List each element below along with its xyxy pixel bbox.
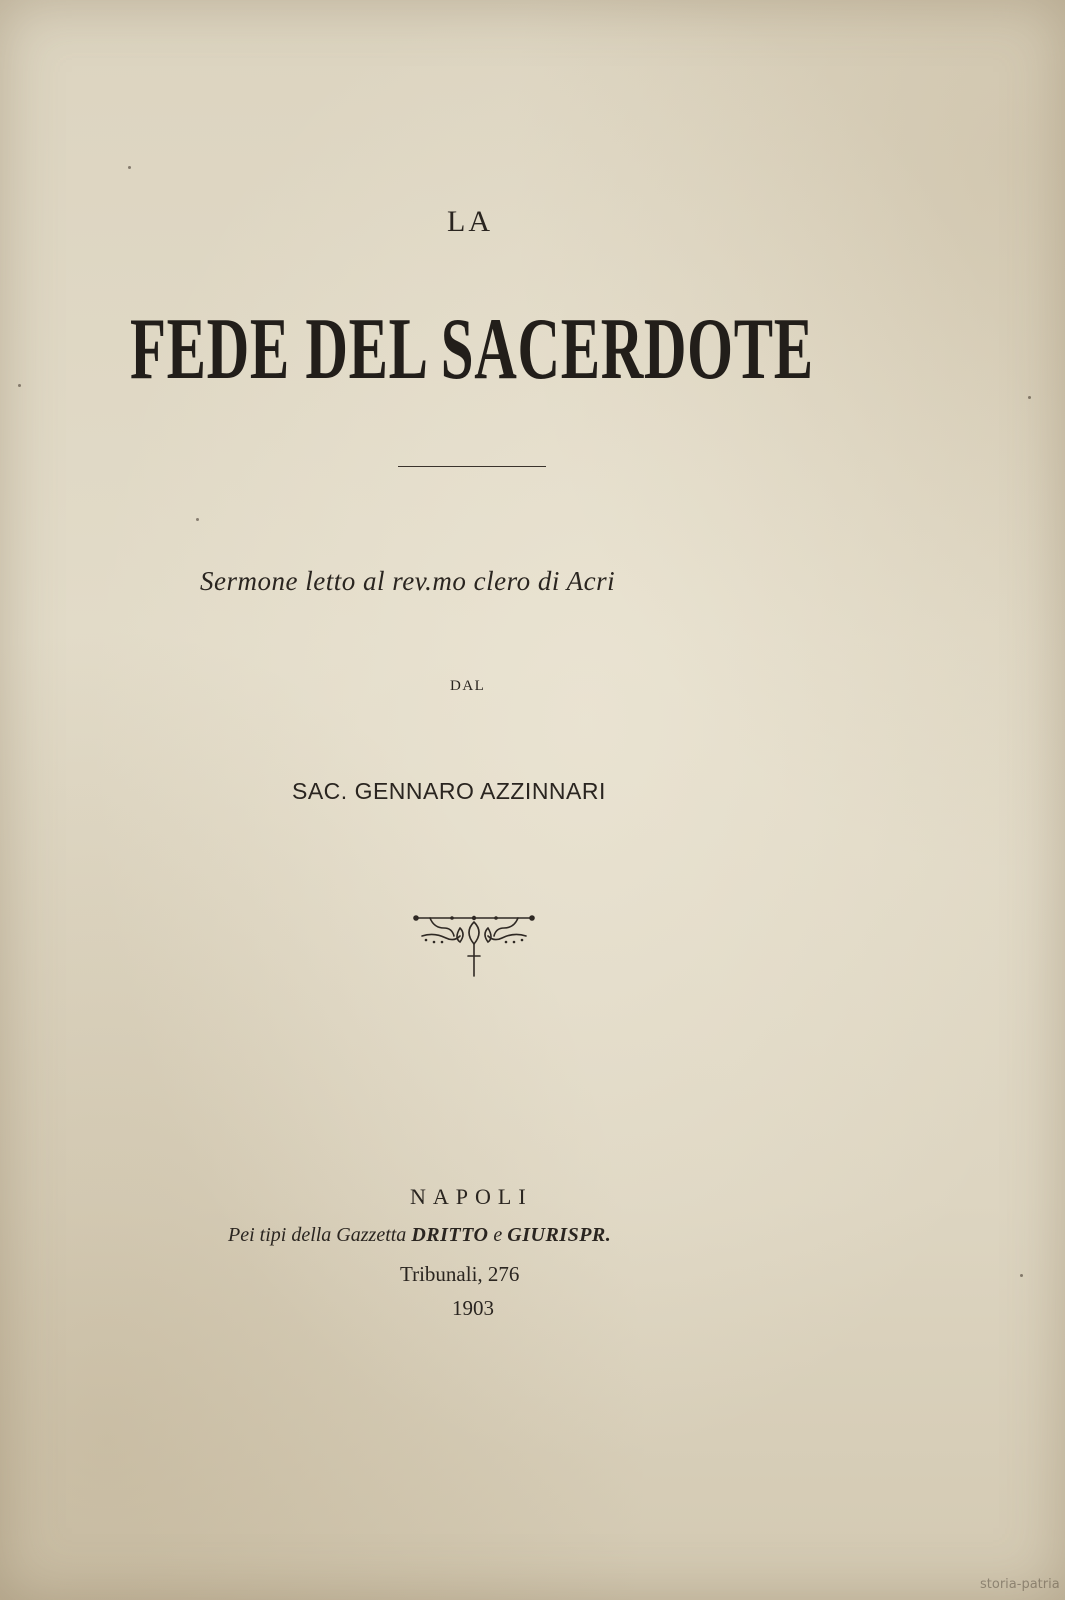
fleuron-ornament-icon bbox=[412, 912, 536, 980]
paper-speck bbox=[1028, 396, 1031, 399]
printer-prefix: Pei tipi della Gazzetta bbox=[228, 1224, 412, 1246]
imprint-address: Tribunali, 276 bbox=[400, 1262, 520, 1286]
by-line-label: DAL bbox=[450, 678, 486, 694]
main-title: FEDE DEL SACERDOTE bbox=[130, 301, 814, 398]
paper-speck bbox=[128, 166, 131, 169]
paper-speck bbox=[1020, 1274, 1023, 1277]
imprint-year: 1903 bbox=[452, 1296, 494, 1320]
imprint-city: NAPOLI bbox=[410, 1184, 533, 1209]
author-name: SAC. GENNARO AZZINNARI bbox=[292, 778, 606, 804]
paper-speck bbox=[18, 384, 21, 387]
title-article: LA bbox=[447, 205, 493, 238]
imprint-printer bbox=[228, 1224, 748, 1247]
printer-name-2: GIURISPR. bbox=[507, 1224, 612, 1246]
title-rule bbox=[398, 466, 546, 467]
watermark: storia-patria bbox=[980, 1577, 1060, 1592]
printer-name-1: DRITTO bbox=[411, 1224, 489, 1246]
subtitle: Sermone letto al rev.mo clero di Acri bbox=[200, 566, 616, 596]
printer-conjunction: e bbox=[488, 1224, 508, 1246]
paper-speck bbox=[196, 518, 199, 521]
